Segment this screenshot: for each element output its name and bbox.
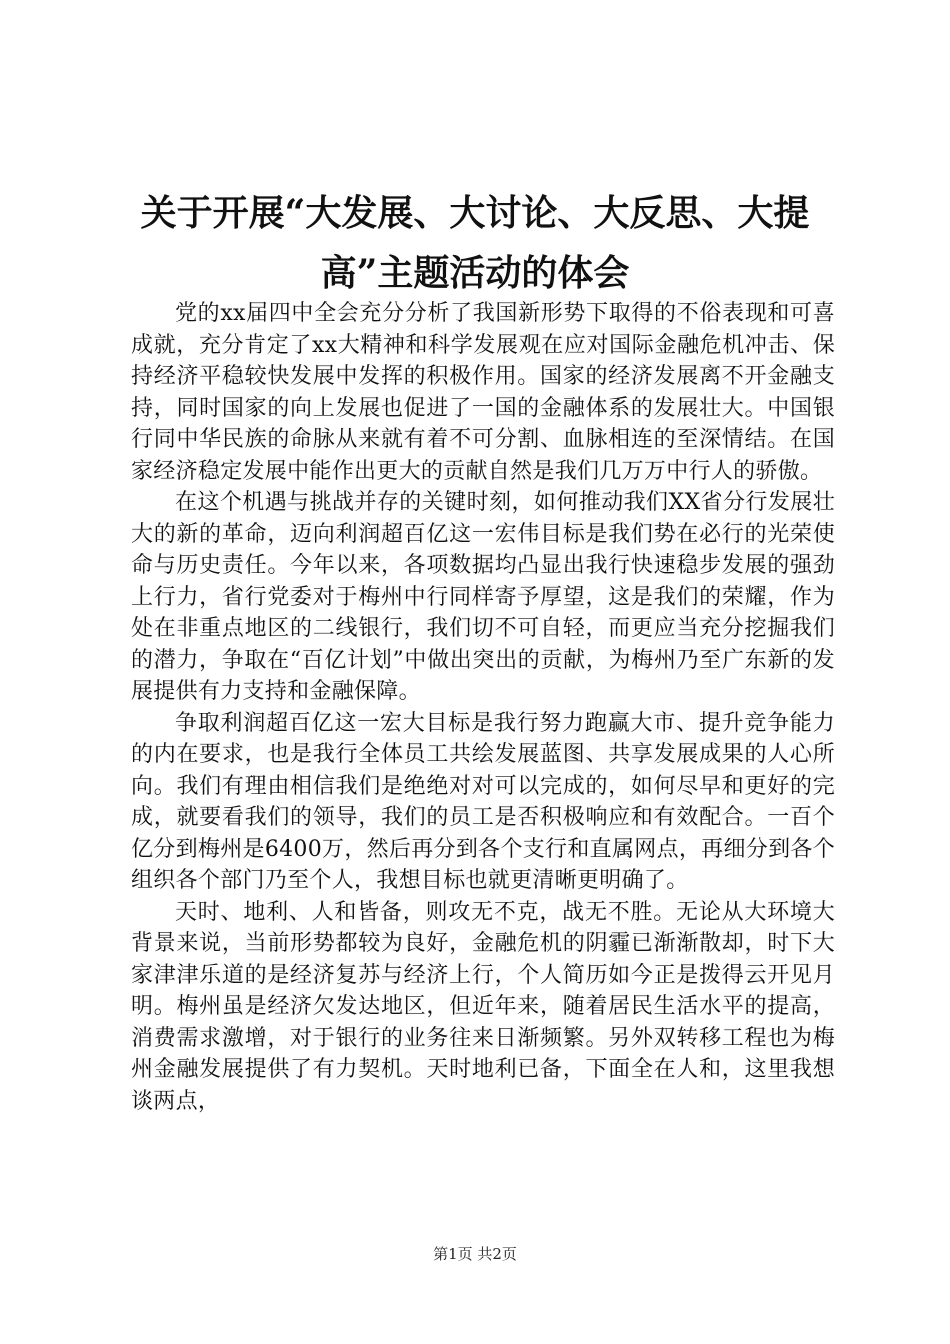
body-paragraph: 党的xx届四中全会充分分析了我国新形势下取得的不俗表现和可喜成就，充分肯定了xx大精神和科学发展观在应对国际金融危机冲击、保持经济平稳较快发展中发挥的积极作用。国家的经济发展离不开金融支持，同时国家的向上发展也促进了一国的金融体系的发展壮大。中国银行同中华民族的命脉从来就有着不可分割、血脉相连的至深情结。在国家经济稳定发展中能作出更大的贡献自然是我们几万万中行人的骄傲。 xyxy=(131,301,835,484)
document-title xyxy=(100,183,850,303)
document-body xyxy=(131,298,835,1117)
body-paragraph: 天时、地利、人和皆备，则攻无不克，战无不胜。无论从大环境大背景来说，当前形势都较为良好，金融危机的阴霾已渐渐散却，时下大家津津乐道的是经济复苏与经济上行，个人简历如今正是拨得云开见月明。梅州虽是经济欠发达地区，但近年来，随着居民生活水平的提高，消费需求激增，对于银行的业务往来日渐频繁。另外双转移工程也为梅州金融发展提供了有力契机。天时地利已备，下面全在人和，这里我想谈两点， xyxy=(131,899,835,1114)
title-line-2: 高”主题活动的体会 xyxy=(320,252,630,294)
body-paragraph: 争取利润超百亿这一宏大目标是我行努力跑赢大市、提升竞争能力的内在要求，也是我行全体员工共绘发展蓝图、共享发展成果的人心所向。我们有理由相信我们是绝绝对对可以完成的，如何尽早和更好的完成，就要看我们的领导，我们的员工是否积极响应和有效配合。一百个亿分到梅州是6400万，然后再分到各个支行和直属网点，再细分到各个组织各个部门乃至个人，我想目标也就更清晰更明确了。 xyxy=(131,710,835,893)
title-line-1: 关于开展“大发展、大讨论、大反思、大提 xyxy=(140,192,810,234)
body-paragraph: 在这个机遇与挑战并存的关键时刻，如何推动我们XX省分行发展壮大的新的革命，迈向利润超百亿这一宏伟目标是我们势在必行的光荣使命与历史责任。今年以来，各项数据均凸显出我行快速稳步发展的强劲上行力，省行党委对于梅州中行同样寄予厚望，这是我们的荣耀，作为处在非重点地区的二线银行，我们切不可自轻，而更应当充分挖掘我们的潜力，争取在“百亿计划”中做出突出的贡献，为梅州乃至广东新的发展提供有力支持和金融保障。 xyxy=(131,490,835,704)
page-number-footer: 第1页 共2页 xyxy=(433,1245,517,1263)
